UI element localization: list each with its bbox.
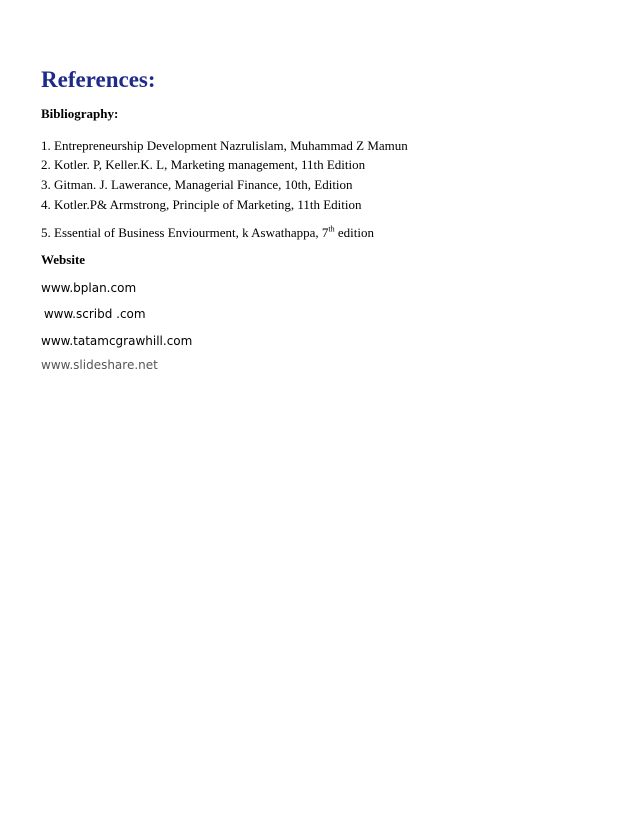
website-link-tatamcgrawhill[interactable]: www.tatamcgrawhill.com [41,334,193,348]
website-link-scribd[interactable]: www.scribd .com [40,307,146,321]
bibliography-item: 3. Gitman. J. Lawerance, Managerial Finance, 10th, Edition [41,177,353,192]
bibliography-item: 1. Entrepreneurship Development Nazrulislam, Muhammad Z Mamun [41,138,408,153]
bibliography-heading: Bibliography: [41,106,119,121]
references-title: References: [41,67,156,92]
bibliography-item: 2. Kotler. P, Keller.K. L, Marketing management, 11th Edition [41,157,366,172]
ordinal-superscript: th [328,224,335,234]
bibliography-item-5-text: 5. Essential of Business Enviourment, k Aswathappa, 7 [41,225,329,240]
bibliography-item-5 [41,225,374,241]
website-heading: Website [41,252,86,267]
bibliography-item-5-suffix: edition [334,225,375,240]
website-link-slideshare[interactable]: www.slideshare.net [41,358,158,372]
bibliography-item: 4. Kotler.P& Armstrong, Principle of Marketing, 11th Edition [41,197,362,212]
website-link-bplan[interactable]: www.bplan.com [41,281,137,295]
